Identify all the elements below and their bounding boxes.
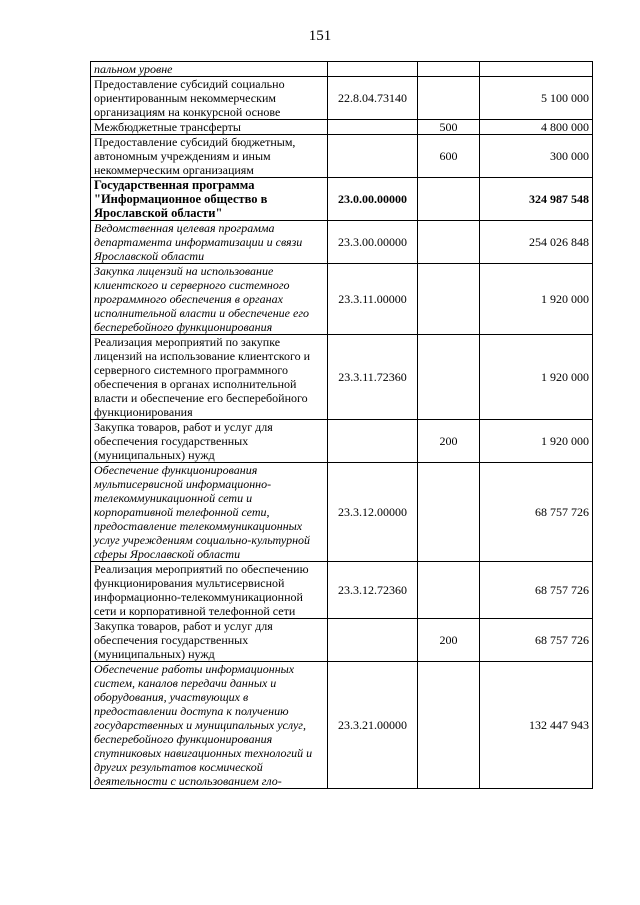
row-code: 22.8.04.73140 [328,77,418,120]
row-type: 500 [418,120,480,135]
row-type [418,264,480,335]
row-amount: 1 920 000 [480,335,593,420]
row-name: Обеспечение работы информационных систем, каналов передачи данных и оборудования, участвующих в предоставлении доступа к получению государственных и муниципальных услуг, бесперебойного функционирования спутниковых навигационных технологий и других результатов космической деятельности с использованием гло- [91,662,328,789]
table-row [91,77,593,120]
row-name: Реализация мероприятий по обеспечению функционирования мультисервисной информационно-телекоммуникационной сети и корпоративной телефонной сети [91,562,328,619]
table-row [91,335,593,420]
row-type [418,662,480,789]
row-code: 23.3.11.00000 [328,264,418,335]
row-code: 23.0.00.00000 [328,178,418,221]
row-name: Предоставление субсидий социально ориентированным некоммерческим организациям на конкурсной основе [91,77,328,120]
row-type [418,463,480,562]
table-row [91,120,593,135]
row-amount: 324 987 548 [480,178,593,221]
row-type [418,62,480,77]
row-name: Закупка товаров, работ и услуг для обеспечения государственных (муниципальных) нужд [91,420,328,463]
row-code [328,135,418,178]
row-name: Закупка товаров, работ и услуг для обеспечения государственных (муниципальных) нужд [91,619,328,662]
row-code [328,62,418,77]
row-type: 200 [418,420,480,463]
budget-table [90,61,593,789]
row-amount [480,62,593,77]
row-name: Ведомственная целевая программа департамента информатизации и связи Ярославской области [91,221,328,264]
row-type [418,335,480,420]
row-amount: 4 800 000 [480,120,593,135]
row-name: Межбюджетные трансферты [91,120,328,135]
row-amount: 68 757 726 [480,619,593,662]
row-amount: 5 100 000 [480,77,593,120]
row-type [418,221,480,264]
row-code: 23.3.00.00000 [328,221,418,264]
table-row [91,420,593,463]
row-name: Реализация мероприятий по закупке лицензий на использование клиентского и серверного системного программного обеспечения в органах исполнительной власти и обеспечение его бесперебойного функционирования [91,335,328,420]
row-amount: 132 447 943 [480,662,593,789]
row-amount: 1 920 000 [480,264,593,335]
row-amount: 68 757 726 [480,463,593,562]
table-row [91,178,593,221]
row-amount: 68 757 726 [480,562,593,619]
page-number: 151 [308,28,332,44]
table-row [91,135,593,178]
row-code [328,619,418,662]
row-name: пальном уровне [91,62,328,77]
row-amount: 300 000 [480,135,593,178]
row-name: Обеспечение функционирования мультисервисной информационно-телекоммуникационной сети и корпоративной телефонной сети, предоставление телекоммуникационных услуг учреждениям социально-культурной сферы Ярославской области [91,463,328,562]
table-row [91,562,593,619]
row-code: 23.3.12.72360 [328,562,418,619]
table-row [91,463,593,562]
row-code [328,420,418,463]
row-type [418,77,480,120]
table-row [91,264,593,335]
row-type: 600 [418,135,480,178]
table-row [91,619,593,662]
row-name: Закупка лицензий на использование клиентского и серверного системного программного обеспечения в органах исполнительной власти и обеспечение его бесперебойного функционирования [91,264,328,335]
row-type [418,562,480,619]
row-code [328,120,418,135]
row-amount: 254 026 848 [480,221,593,264]
row-type [418,178,480,221]
row-amount: 1 920 000 [480,420,593,463]
table-row [91,62,593,77]
table-row [91,662,593,789]
row-type: 200 [418,619,480,662]
table-row [91,221,593,264]
row-name: Государственная программа "Информационное общество в Ярославской области" [91,178,328,221]
row-code: 23.3.21.00000 [328,662,418,789]
row-name: Предоставление субсидий бюджетным, автономным учреждениям и иным некоммерческим организациям [91,135,328,178]
row-code: 23.3.11.72360 [328,335,418,420]
row-code: 23.3.12.00000 [328,463,418,562]
